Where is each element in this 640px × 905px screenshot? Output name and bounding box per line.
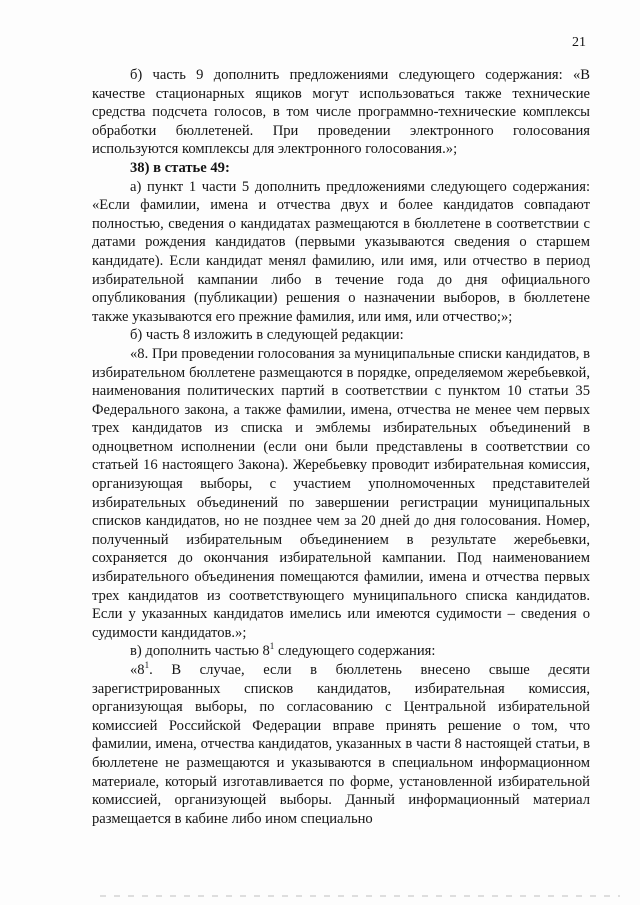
paragraph-8-1-intro-after: следующего содержания: — [274, 643, 436, 660]
paragraph-8-1-text-after: . В случае, если в бюллетень внесено свыше десяти зарегистрированных списков кандидатов, избирательная комиссия, организующая выборы, по согласованию с Центральной избирательной комиссией Российской Федерации вправе принять решение о том, что фамилии, имена, отчества кандидатов, указанных в части 8 настоящей статьи, в бюллетене не размещаются и указываются в специальном информационном материале, который изготавливается по форме, установленной избирательной комиссией, организующей выборы. Данный информационный материал размещается в кабине либо ином специально — [92, 662, 590, 827]
superscript: 1 — [144, 660, 150, 671]
paragraph-8-1-text-before: «8 — [130, 662, 145, 678]
scan-artifact-line — [100, 895, 620, 897]
paragraph-8-1-text — [92, 661, 590, 828]
paragraph-8-1-intro-before: в) дополнить частью 8 — [130, 643, 270, 660]
paragraph-9-amendment: б) часть 9 дополнить предложениями следующего содержания: «В качестве стационарных ящиков могут использоваться также технические средства подсчета голосов, в том числе программно-технические комплексы обработки бюллетеней. При проведении электронного голосования используются комплексы для электронного голосования.»; — [92, 67, 590, 158]
paragraph-8-text: «8. При проведении голосования за муниципальные списки кандидатов, в избирательном бюллетене размещаются в порядке, определяемом жеребьевкой, наименования политических партий в соответствии с пунктом 10 статьи 35 Федерального закона, а также фамилии, имена, отчества не менее чем первых трех кандидатов из списка и эмблемы избирательных объединений в одноцветном исполнении (если они были представлены в соответствии со статьей 16 настоящего Закона). Жеребьевку проводит избирательная комиссия, организующая выборы, с участием уполномоченных представителей избирательных объединений по завершении регистрации муниципальных списков кандидатов, но не позднее чем за 20 дней до дня голосования. Номер, полученный избирательным объединением в результате жеребьевки, сохраняется до окончания избирательной кампании. Под наименованием избирательного объединения помещаются фамилии, имена и отчества первых трех кандидатов из соответствующего муниципального списка кандидатов. Если у указанных кандидатов имелись или имеются судимости – сведения о судимости кандидатов.»; — [92, 345, 590, 641]
article-49-heading: 38) в статье 49: — [130, 159, 230, 176]
superscript: 1 — [269, 641, 275, 652]
document-body — [92, 66, 590, 828]
paragraph-8-intro: б) часть 8 изложить в следующей редакции: — [130, 327, 404, 344]
paragraph-5-amendment: а) пункт 1 части 5 дополнить предложениями следующего содержания: «Если фамилии, имена и отчества двух и более кандидатов совпадают полностью, сведения о кандидатах размещаются в бюллетене в соответствии с датами рождения кандидатов (первыми указываются сведения о старшем кандидате). Если кандидат менял фамилию, или имя, или отчество в период избирательной кампании либо в течение года до дня официального опубликования (публикации) решения о назначении выборов, в бюллетене также указываются его прежние фамилия, или имя, или отчество;»; — [92, 178, 590, 325]
paragraph-8-1-intro — [92, 642, 590, 661]
page-number: 21 — [572, 35, 586, 50]
